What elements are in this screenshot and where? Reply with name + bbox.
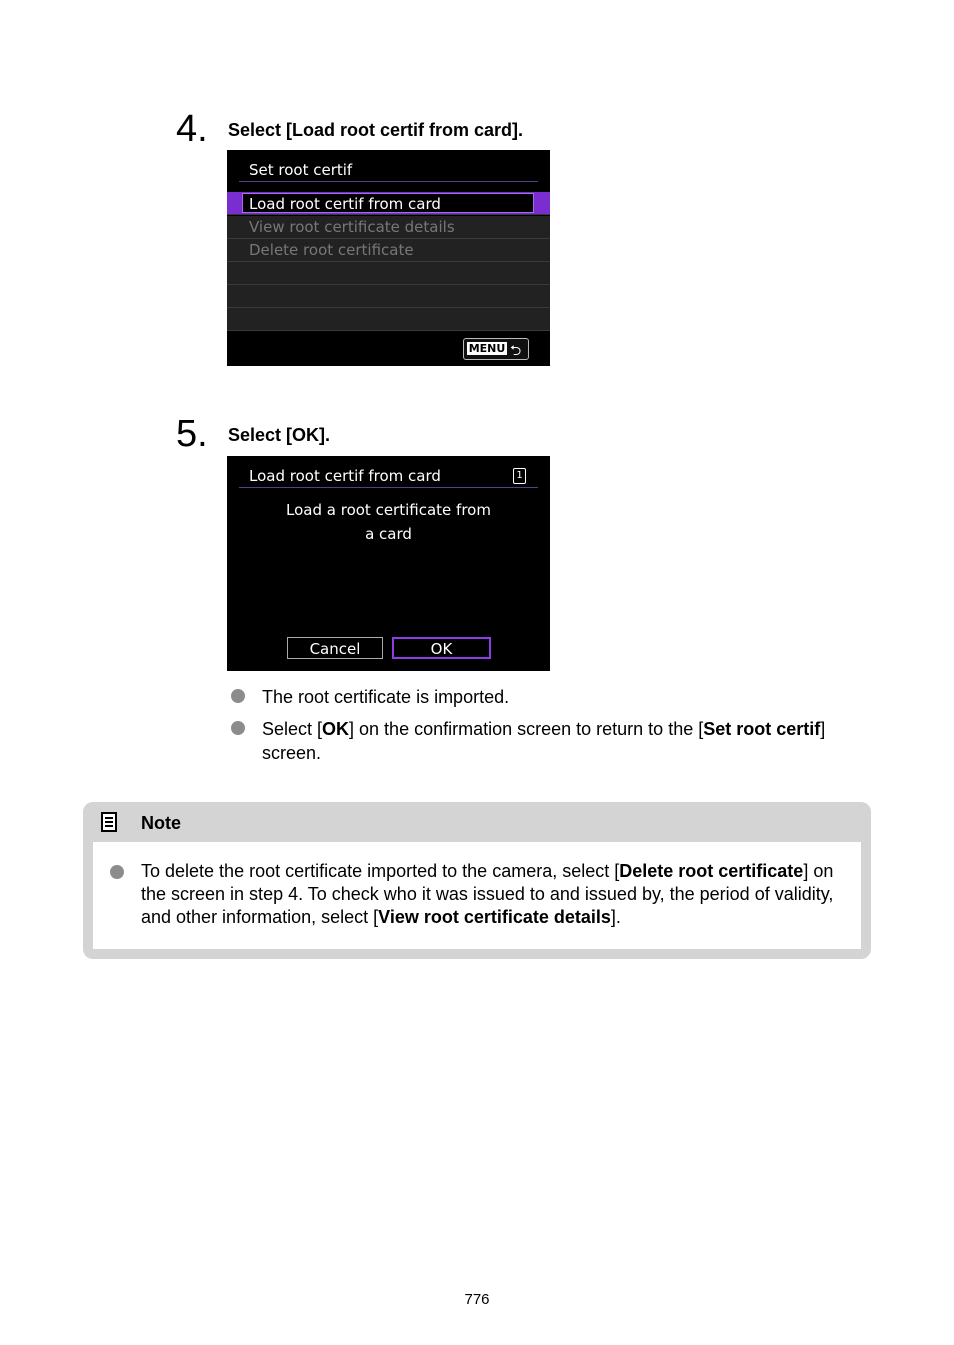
ok-button[interactable]: OK: [392, 637, 491, 659]
bullet-icon: [231, 721, 245, 735]
cancel-button[interactable]: Cancel: [287, 637, 383, 659]
title-divider: [239, 487, 538, 488]
menu-label: MENU: [468, 342, 506, 355]
ok-ref: OK: [322, 719, 350, 739]
screen-title: Set root certif: [249, 161, 353, 179]
step-5-number: 5.: [176, 413, 208, 455]
menu-item-label: View root certificate details: [249, 218, 455, 236]
menu-back-button[interactable]: [463, 338, 529, 360]
step-4-instruction: Select [Load root certif from card].: [228, 120, 524, 140]
menu-item-label: Delete root certificate: [249, 241, 414, 259]
note-box: [83, 802, 871, 959]
note-content: [93, 842, 861, 949]
load-root-certif-dialog: [227, 456, 550, 671]
step-4-number: 4.: [176, 108, 208, 150]
menu-item-label: Load root certif from card: [249, 195, 441, 213]
menu-item-empty: [227, 285, 550, 308]
message-line: Load a root certificate from: [286, 501, 491, 519]
dialog-message: [227, 498, 550, 546]
bullet-icon: [231, 689, 245, 703]
set-root-certif-ref: Set root certif: [703, 719, 821, 739]
page-number: 776: [464, 1291, 490, 1308]
menu-item-delete-root-certif[interactable]: [227, 239, 550, 262]
bullet-text: The root certificate is imported.: [262, 687, 510, 707]
note-text: To delete the root certificate imported to the camera, select [Delete root certificate] on the screen in step 4. To check who it was issued to and issued by, the period of validity, and other information, select [View root certificate details].: [141, 861, 834, 927]
menu-item-empty: [227, 308, 550, 331]
bullet-icon: [110, 865, 124, 879]
menu-item-load-root-certif[interactable]: [227, 192, 550, 215]
menu-item-empty: [227, 262, 550, 285]
set-root-certif-screen: [227, 150, 550, 366]
title-divider: [239, 181, 538, 182]
sd-card-icon: 1: [513, 468, 526, 484]
note-icon: [101, 812, 117, 832]
step-5-instruction: Select [OK].: [228, 425, 331, 445]
menu-item-view-root-certif[interactable]: [227, 216, 550, 239]
dialog-title: Load root certif from card: [249, 467, 441, 485]
message-line: a card: [365, 525, 412, 543]
back-arrow-icon: ⮌: [510, 343, 522, 359]
note-title: Note: [141, 813, 181, 833]
bullet-text: Select [OK] on the confirmation screen to return to the [Set root certif] screen.: [262, 719, 826, 763]
